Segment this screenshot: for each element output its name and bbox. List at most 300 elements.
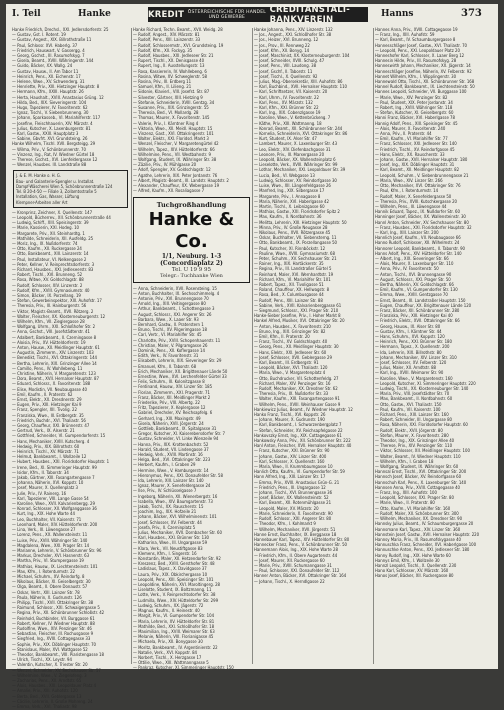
directory-entry: — Robert, Tischl., XVI. Brunneng. 52	[12, 273, 83, 279]
directory-entry: — Gisela, Näherin, XVII. Jörgerstr. 24	[133, 421, 204, 427]
directory-entry: — Paul, Student, XIX. Peter Jordanstr. 34	[375, 100, 453, 106]
directory-entry: — Erich, Mechaniker, XX. Brigittenauer Lände 50	[133, 369, 228, 375]
directory-entry: Hanl Anton, Fleischer, XVII. Hernalser Hauptstr. 40	[254, 444, 352, 450]
directory-entry: — Siegmund, Schlossr., XXI. Prager Str. 210	[254, 308, 339, 314]
directory-entry: — Walter, Elektr., XXI. Floridsd. Markt 3	[133, 137, 209, 143]
directory-entry: — Karl, Uhrm., IV. Favoritenstr. 22	[254, 95, 319, 101]
directory-entry: — Josef, Tischl., X. Quellenstr. 92	[254, 74, 318, 80]
directory-entry: — Mathias, Gastw., XXI. Floridsdorfer Spitz 2	[254, 210, 340, 216]
directory-entry: — Rudolf, Kfm., XII. Fockyg. 35	[133, 48, 193, 54]
directory-entry: — Hermann, Kfm., XXIII. Hauptstr. 26	[12, 90, 84, 96]
directory-entry: — Robert, Schneider, III. Ungargasse 80	[375, 418, 453, 424]
directory-entry: — Jos., Angest., XXI. Schloßhofer Str. 38	[254, 33, 332, 39]
directory-entry: — Sabine, Verk., XVII. Kalvarienberggasse 61	[254, 303, 342, 309]
directory-entry: — Moriz, Ing., IX. Nußdorferstr. 74	[12, 241, 78, 247]
directory-entry: Hannes Anna, Priv., XVIII. Cottagegasse 19	[375, 28, 458, 33]
directory-entry: — Josef, Ing., XIX. Döblinger Hauptstr. 31	[375, 163, 455, 169]
directory-entry: — Wenzel, Fleischer, V. Margaretengürtel 42	[133, 142, 219, 148]
directory-entry: — Franz, Tischl., XV. Goldschlagstr. 40	[254, 340, 328, 346]
directory-entry: — Josef, Schlosser, XV. Felberstr. 44	[133, 520, 202, 526]
directory-entry: — Wilhelmine, Pens., VII. Westbahnstr. 9	[133, 152, 211, 158]
directory-entry: Hannig Adolf, Pens., XIII. Speisinger Str. 45	[375, 121, 458, 127]
directory-entry: — Stefan, Gewerbeinspektor, XIII. Auhofstr. 17	[12, 299, 102, 305]
directory-entry: — Stanislaus, Maler, XVI. Wattgasse 52	[12, 647, 88, 653]
directory-entry: — Hilda, Bed., XIX. Sieveringerstr. 104	[12, 100, 87, 106]
directory-entry: — Julius, Kutscher, X. Laxenburgerstr. 81	[12, 126, 91, 132]
directory-entry: — Therese, Priv., XIV. Penzinger Str. 110	[375, 444, 453, 450]
directory-entry: — Friedrich, Kfm., II. Obere Augartenstr. 44	[254, 553, 338, 559]
directory-entry: Hannesschläger Josef, Gastw., XVI. Thaliastr. 70	[375, 43, 467, 49]
directory-entry: — Herta, Haushalt., XVIII. Anastasius Grüng. 12	[12, 95, 104, 101]
directory-entry: — Lina, Verk., III. Löwengasse 27	[12, 528, 76, 534]
directory-entry: — Emanuel, Kfm., II. Taborstr. 68	[133, 364, 197, 370]
directory-entry: — Karoline, Wwe., V. Margaretenstr. 160	[375, 376, 453, 382]
directory-entry: Hannesin Hilde, Priv., III. Rasumofskyg. 28	[375, 59, 457, 65]
directory-entry: — Theresia, Priv., III. Hainburgerstr. 56	[12, 304, 87, 310]
directory-entry: — Kornelia, Schneiderin, XVI. Ottakringer Str. 86	[254, 132, 348, 138]
directory-entry: — Anna, Priv., II. Praterstr. 44	[375, 132, 432, 138]
directory-entry: — Gisela, Beamt., XVIII. Währingerstr. 144	[12, 59, 94, 65]
directory-entry: — Josef, Pens., VIII. Laudong. 38	[254, 64, 317, 70]
directory-entry: Hannsen Anna, Priv., XVIII. Cottagegasse 40	[375, 485, 461, 491]
directory-entry: — Peter, Kellner, V. Reinprechtsdorferstr. 3	[12, 262, 95, 268]
directory-entry: — Friedrich, Buchdr., XVI. Thaliastr. 56	[12, 418, 86, 424]
directory-entry: — Emma, Wwe., XVIII. Gentzgasse 70	[375, 293, 448, 299]
directory-entry: — Paul, Installateur, VI. Nelkengasse 2	[12, 257, 87, 263]
directory-columns	[12, 28, 494, 710]
directory-entry: Hannzl Leopold, Tischl., X. Quellenstr. 230	[375, 563, 457, 569]
directory-entry: — Adolf, Spengler, XV. Goldschlagstr. 12	[133, 168, 211, 174]
directory-entry: — Helga, Bed., XVI. Ottakringer Str. 223	[133, 458, 211, 464]
directory-entry: — Maximilian, Ing., XVIII. Weimarer Str. 63	[133, 629, 215, 635]
directory-entry: — Elisabeth, Lehrerin, XIX. Sieveringer Str. 29	[133, 359, 222, 365]
directory-entry: — Johann, Tischl., X. Herndlgasse 22	[254, 579, 325, 585]
directory-entry: — Marianne, Lehrerin, V. Schönbrunner Str. 96	[12, 548, 102, 554]
advert-telephone: Tel. U 19 9 95	[171, 266, 212, 273]
directory-entry: — Margarete, Priv., XII. Steinhardtg. 1	[12, 231, 85, 237]
directory-entry: — Johanna, Näherin, XVI. Koppstr. 10	[12, 481, 84, 487]
directory-entry: — Franziska, Wwe., III. Erdbergstr. 35	[12, 413, 84, 419]
directory-entry: — Ingeborg, Näherin, XII. Wienerbergstr. 16	[133, 494, 218, 500]
header-name-left: Hanke	[78, 9, 111, 19]
banner-left-text: KREDIT	[148, 9, 185, 20]
directory-entry: — Maria, Priv., VIII. Josefstädter Str. 70	[375, 392, 450, 398]
directory-entry: — Viktor, Magistr.-Beamt., XVII. Rötzerg. 2	[12, 309, 94, 315]
page-header	[6, 4, 498, 28]
directory-entry: Hannewald Otto, Tischl., XII. Schönbrunner Str. 168	[375, 80, 475, 86]
directory-entry: — Guido, Bäcker, XX. Wallg. 24	[12, 64, 73, 70]
directory-entry: — Kreszenz, Bed., XVIII. Gersthofer Str. 48	[133, 562, 215, 568]
advert-company-name: Hanke & Co.	[148, 208, 235, 252]
directory-entry: — Gottfried, Schneider, VI. Gumpendorferstr. 15	[12, 434, 106, 440]
directory-entry: — Josefa, Priv., II. Czerninplatz 5	[133, 525, 196, 531]
directory-entry: Hanneshofer Karl, Schlosser, X. Laaer Berg 12	[375, 54, 465, 60]
directory-entry: — Ferdinand, Hausw., XIV. Linzer Str. 185	[133, 385, 213, 391]
directory-entry: — Rudolf, Maler, X. Senefeldergasse 50	[375, 194, 452, 200]
directory-entry: — Karl, Schlosser, X. Quellenstr. 160	[254, 459, 325, 465]
directory-entry: — Wilma, Priv., V. Schönbrunnerstr. 70	[12, 147, 86, 153]
directory-entry: — Paul, Kutscher, XI. Rinnböckstr. 12	[254, 246, 326, 252]
directory-entry: — Karl, Ing., XIII. Lainzer Str. 200	[375, 230, 439, 236]
directory-entry: — Theodor, Ing., XIX. Grinzinger Allee 40	[375, 439, 455, 445]
directory-entry: — Eugen, Priv., XIII. Hietzinger Kai 9	[12, 403, 82, 409]
directory-entry: — Stefan, Maurer, X. Favoritenstr. 280	[375, 433, 449, 439]
directory-entry: — Anton, Hausw., XII. Meidlinger Hauptstr. 61	[12, 345, 100, 351]
directory-entry: — Johann, Maurer, X. Gudrunstr. 190	[254, 418, 325, 424]
directory-entry: — Wilhelm, Tapez., XIV. Hütteldorferstr. 66	[133, 147, 215, 153]
directory-entry: — Hans, Elektr., XX. Rauscherstr. 33	[375, 152, 445, 158]
directory-entry: — Valentin, Kutscher, X. Triester Str. 20	[12, 663, 88, 669]
directory-entry: — Leopold, Pens., XIII. Speisinger Str. 101	[133, 577, 214, 583]
directory-entry: — Rosa, Kassiererin, IV. Wohllebeng. 6	[133, 69, 207, 75]
directory-entry: — Hans, Mechaniker, XVIII. Kutscherg. 4	[12, 439, 90, 445]
directory-entry: Hannet Wilhelm, Kfm., I. Wipplingerstr. 30	[375, 74, 457, 80]
directory-entry: — Paul, Kfm., I. Rotenturmstr. 14	[375, 189, 439, 195]
directory-entry: — Wilhelm, Mechaniker, XVII. Jörgerstr. 51	[254, 527, 336, 533]
directory-entry: — Reinhold, Buchbinder, VII. Burggasse 61	[12, 616, 95, 622]
directory-entry: — Martha, Priv., VI. Stumpergasse 19	[12, 559, 84, 565]
directory-entry: — Franz, Bäcker, XII. Schönbrunner Str. 280	[375, 308, 460, 314]
advert-line: Installation, Gas, Wasser, Lüftung	[16, 194, 80, 200]
directory-entry: — Julius, Maler, XII. Arndtstr. 88	[375, 366, 437, 372]
directory-entry: — Rosina, Witwe, XV. Schweglerstr. 58	[133, 74, 207, 80]
directory-entry: — Stefanie, Schneiderin, XVIII. Gentzg. 34	[133, 100, 215, 106]
directory-entry: — Anton, Tischl., XVI. Brunnengasse 90	[375, 272, 452, 278]
directory-entry: — Charlotte, Priv., XVIII. Schopenhauerstr. 11	[133, 338, 221, 344]
directory-entry: — Albert, Magistr.-Beamt., III. Landstr. Hauptstr. 2	[133, 178, 229, 184]
directory-entry: — Camillo, Pens., IV. Wohllebeng. 11	[12, 366, 83, 372]
column-2-entries-top	[133, 28, 250, 195]
directory-entry: — Helmut, Bankbeamt., I. Wollzeile 12	[12, 455, 87, 461]
column-2-entries-bottom	[133, 287, 250, 672]
spengler-advert-lines	[16, 173, 125, 204]
directory-entry: Hanos Josef, Bäcker, XII. Ruckergasse 80	[375, 574, 454, 580]
directory-entry: — Magdalena, Wwe., XXI. Prager Str. 14	[12, 543, 90, 549]
directory-entry: — Leo, Elektr., XIV. Diefenbachgasse 31	[254, 147, 331, 153]
directory-entry: — Pankraz, Kutscher, XI. Simmeringer Hauptstr. 150	[133, 666, 234, 672]
directory-entry: — Johann, Gastw., XVII. Hernalser Hauptstr. 180	[375, 158, 468, 164]
directory-entry: — Bernhard, Gastw., II. Praterstern 1	[133, 322, 204, 328]
directory-entry: — Friedrich, Pens., III. Ungargasse 12	[254, 485, 326, 491]
directory-entry: — Valerie, Priv., I. Kärntner Ring 4	[133, 121, 199, 127]
directory-entry: — Karl, Gastw., XXIII. Hauptplatz 3	[12, 132, 79, 138]
directory-entry: — Richard, Kfm., VI. Mariahilfer Str. 101	[254, 277, 331, 283]
directory-entry: — Rosina, Priv., III. Erdberg 11	[133, 80, 192, 86]
directory-entry: Hankovszky Ernst, Ing., XIX. Cottagegasse 61	[254, 433, 342, 439]
directory-entry: — Eugen, Chauffeur, XX. Brigittenauer Lände 120	[375, 303, 472, 309]
directory-entry: — Wenzel, Hausbes. III. Landstraße 88	[12, 163, 87, 169]
directory-entry: — Gustav, Gst. I. Rotent. 19	[12, 33, 66, 39]
directory-entry: — Mathias, Hausw., IX. Liechtensteinstr. 101	[12, 564, 98, 570]
directory-entry: Hanneswirth Johann, Mechaniker, XX. Jägerstr. 14	[375, 64, 471, 70]
directory-entry: — Konrad, Beamt., XII. Schönbrunner Str. 244	[254, 126, 343, 132]
directory-entry: — Edith, Verk., IV. Favoritenstr. 31	[133, 354, 199, 360]
directory-entry: — Richard, Hausbes., XXI. Jedleseerstr. 83	[12, 267, 94, 273]
directory-entry: — Josef, Schlosser, XVII. Geblergasse 29	[254, 355, 332, 361]
directory-entry: — Pauline, Wwe., XVIII. Gymnasiumstr. 68	[254, 251, 335, 257]
directory-entry: — Ludwig, Schlosser, XV. Reindorfgasse 30	[254, 178, 337, 184]
column-1-entries-bottom	[12, 211, 129, 710]
directory-entry: — Ladislaus, Tapez., X. Davidgasse 37	[133, 567, 207, 573]
directory-entry: — Hanna, Priv., XIX. Krottenbachstr. 52	[133, 442, 209, 448]
directory-entry: — Oskar, Buchhalter, VII. Siebensterng. 11	[254, 236, 337, 242]
directory-entry: — Aloisia, Priv., XV. Hütteldorferstr. 19	[12, 340, 86, 346]
directory-entry: — Wolfgang, Student, IX. Währinger Str. 60	[375, 465, 459, 471]
directory-entry: — Emil, Kaufm., VI. Mariahilfer Str. 77	[375, 137, 448, 143]
directory-entry: — Wenzel, Schneider, XV. Sechshauser Str. 57	[12, 668, 101, 674]
directory-entry: — Maria, Näherin, XVI. Haberlgasse 42	[254, 199, 329, 205]
directory-entry: — Jakob, Tischl., XX. Rauscherstr. 15	[133, 505, 204, 511]
directory-entry: — Lotte, Verk., V. Reinprechtsdorfer Str. 38	[133, 593, 216, 599]
directory-entry: — Karl, Kfm., XXI. Brünner Str. 22	[254, 106, 319, 112]
directory-entry: — Lorenz, Pens., XX. Wallensteinstr. 11	[12, 533, 88, 539]
directory-entry: — Emma, Priv., XVIII. Anastasius Grün-G. 21	[254, 480, 340, 486]
directory-entry: — Margit, Priv., VI. Gumpendorfer Str. 104	[133, 614, 215, 620]
bank-advert-banner	[148, 4, 368, 25]
directory-entry: — Franz, Spengler, XII. Tivolig. 22	[12, 408, 77, 414]
directory-entry: — Leopold, Schlosser, XXI. Prager Str. 80	[375, 496, 454, 502]
directory-entry: — Johann, Tischl., XVI. Brunnengasse 36	[254, 491, 333, 497]
directory-entry: — Josef, Schlosser, XV. Felberstr. 120	[375, 361, 447, 366]
directory-entry: — Dora, Beamt., XVII. Hernalser Hauptstr. 87	[12, 377, 99, 383]
directory-entry: — Friedrich, Elektr., XVII. Ottakringer Str. 66	[375, 319, 460, 325]
directory-entry: — Max, Kfm., I. Rotenturmstr. 22	[12, 569, 76, 575]
directory-entry: — Minna, Priv., IV. Große Neugasse 28	[254, 225, 328, 231]
directory-entry: — Eduard, Schlossr., X. Favoritenstr. 188	[12, 382, 91, 388]
directory-entry: Hannsch Josef, Bäcker, XV. Reindorfgasse 60	[375, 475, 462, 481]
directory-entry: Hannschuh Karl, Pens., X. Laxenburger Str. 140	[375, 480, 467, 486]
directory-entry: — Mathilde, Schneiderin, XII. Ausfeldg. 25	[12, 236, 94, 242]
directory-entry: — Karl, Tapezierer, VIII. Lange Gasse 54	[12, 496, 89, 502]
directory-entry: — Albert, Ing., XIX. Sieveringer Str. 66	[375, 256, 449, 262]
directory-entry: — Melitta, Lehrerin, XIII. Hietzinger Hauptstr. 50	[254, 220, 347, 226]
directory-entry: — Marie, Wwe., XIV. Penzinger Str. 82	[375, 95, 448, 101]
banner-small-text: ÖSTERREICHISCHE FÜR HANDEL UND GEWERBE	[187, 9, 266, 20]
directory-entry: Hannsmann Karl, Tapez., XIV. Linzer Str. 360	[375, 527, 461, 533]
directory-entry: — Rosa, Witwe, XV. Goldschlagstr. 88	[12, 278, 84, 284]
directory-entry: — Rudolf, Hausbes., XXI. Jedleseer Str. 21	[133, 54, 214, 60]
directory-entry: Hankowsky Anna, Priv., XII. Schönbrunner Str. 222	[254, 439, 351, 445]
directory-entry: — Hieronymus, Pens., XXI. Donaufelder Str. 58	[133, 473, 223, 479]
directory-entry: — Susanne, Priv., XIX. Grinzingerstr. 55	[133, 106, 209, 112]
directory-entry: — Kronprinz, Zeichner, X. Quellenstr. 147	[12, 210, 93, 216]
directory-entry: — Rudolf, Mechaniker, XX. Dresdner Str. 62	[254, 387, 338, 393]
directory-entry: Hanninger Josef, Bäcker, XX. Wallensteinstr. 30	[375, 215, 466, 221]
directory-entry: Hanner Anton, Bäcker, XVI. Ottakringer Str. 164	[254, 574, 347, 580]
directory-entry: — Heinrich, Pens., XII. Eichenstr. 17	[12, 74, 81, 80]
directory-entry: — Felix, Schuhm., III. Kolonitzgasse 8	[133, 380, 205, 386]
directory-entry: — Wolfgang, Student, IX. Währinger Str. 38	[133, 158, 217, 164]
directory-entry: — Nikolaus, Bäcker, XI. Geiselbergstr. 30	[12, 580, 91, 586]
directory-entry: — Nikolaus, Pens., XVII. Rötzergasse 45	[254, 230, 331, 236]
directory-entry: Hannes Leopold, Schneider, VII. Burggasse 100	[375, 90, 467, 96]
directory-entry: — Wilhelm, Mechaniker, XX. Dresdner Str. 90	[375, 517, 463, 523]
advert-address: 1/1, Neuburg. 1-3 (Concordiaplatz 2)	[160, 252, 223, 267]
directory-page	[6, 4, 498, 710]
directory-entry: — Rudolf, Pens., XIII. Lainzerstr. 33	[133, 38, 201, 44]
advert-line: Tel. B 20-4-50 — Filiale 3, Zollamtsstraße 5	[16, 189, 97, 195]
directory-entry: — Emil, Kfm., II. Praterstr. 20	[254, 334, 310, 340]
directory-entry: — Rudolf, Schlosser, XIV. Linzerstr. 2	[12, 283, 83, 289]
directory-entry: — Karl, Hausbes., XXI. Brünner Str. 130	[133, 536, 209, 542]
directory-entry: — Melanie, Näherin, VIII. Florianigasse 45	[133, 635, 214, 641]
directory-entry: — Isabella, Wwe., XIV. Baumgartenstr. 73	[133, 499, 213, 505]
directory-entry: — Barbara, Wwe., X. Laaer Str. 93	[133, 317, 199, 323]
directory-entry: — Ernst, Beamt., III. Landstraßer Hauptstr. 150	[375, 298, 466, 304]
directory-entry: — Theresia, Priv., IX. Nußdorfer Str. 33	[254, 392, 329, 398]
directory-entry: Hannemann Alois, Ing., XIX. Hohe Warte 28	[254, 548, 338, 554]
directory-entry: — Julius, Mag.-Obersekretär, XIII. Auhofstr. 86	[254, 80, 343, 86]
directory-entry: — Sabine, Gbvfrt. XVI. Grundsteing. 26	[12, 137, 88, 143]
directory-entry: — Zäzilie, Priv., IV. Mühlgasse 20	[133, 163, 197, 169]
directory-entry: — Berta, Bed., XVII. Geblergasse 13	[12, 694, 82, 700]
directory-entry: — Anna, Priv., IV. Favoritenstr. 50	[375, 267, 439, 273]
directory-entry: Hankel Alfred, Musiker, XVI. Ottakringer Str. 20	[254, 319, 345, 325]
directory-entry: — Rudolf, Angest., XIV. Märzstr. 81	[133, 33, 200, 39]
advert-line: Dampf-Wäscherei Wien 5, Schönbrunnerstraße 124	[16, 183, 113, 189]
directory-entry: Hannl Anton, Schneider, XV. Sechshauser Str. 80	[375, 220, 469, 226]
directory-entry: — Josef, Gschf., II. Taborstr. 11	[254, 69, 313, 75]
directory-entry: — Ignaz, Maurer, X. Senefeldergasse 24	[133, 484, 211, 490]
directory-entry: — Gottlieb, Bankbeamt., IX. Spitalgasse 31	[133, 426, 217, 432]
directory-entry: — Hermann, Tapez., X. Quellenstr. 200	[375, 345, 450, 351]
directory-entry: — Simon, Bäcker, IX. Porzellang. 19	[12, 293, 81, 299]
column-4-entries	[375, 28, 492, 580]
directory-entry: — Rupert, Tischl., XX. Denisgasse 40	[133, 59, 205, 65]
directory-entry: Hannstein Josef, Gastw., XVII. Hernalser Hauptstr. 220	[375, 532, 480, 538]
directory-entry: — Josef, Maschinist, XX. Klosterneuburgerstr. 104	[254, 54, 350, 60]
directory-entry: — Alfred, Kaufm., XII. Rosaliagasse 7	[133, 189, 205, 195]
directory-entry: — Wilhelm, Pens., III. Löwengasse 44	[375, 204, 447, 210]
directory-entry: — Karl, Schriftsetzer, VII. Kaiserstr. 20	[254, 90, 328, 96]
directory-entry: — Heinrich, Tischl., XV. Märzstr. 71	[12, 450, 79, 456]
directory-entry: — Paul, Schlossr. XVI. Haberlg. 37	[12, 43, 78, 49]
directory-entry: — Paul, Kaufm., VII. Kaiserstr. 100	[375, 407, 441, 413]
directory-entry: — Viktor, Schlosser, XII. Meidlinger Hauptstr. 100	[375, 449, 470, 455]
directory-entry: — Hermine, Wwe., V. Hamburgerstr. 14	[133, 468, 209, 474]
directory-entry: — Gertrud, Verk., IX. Alserstr. 21	[12, 429, 75, 435]
directory-entry: — Natalie, Verk., XVI. Koppstr. 84	[133, 650, 197, 656]
directory-entry: — Anna, Schneiderin, XVII. Rosensteing. 15	[133, 286, 217, 292]
directory-entry: — Karl, Pens., XV. Märzstr. 132	[254, 100, 313, 106]
directory-entry: — Lieselotte, Verk., XVIII. Währinger Str. 99	[254, 163, 338, 169]
directory-entry: — Leonore, Priv., III. Marxergasse 20	[254, 152, 325, 158]
directory-entry: — Rupert, Ing., II. Ausstellungsstr. 13	[133, 64, 205, 70]
directory-entry: — Ludwig, Schiff., XIII. Speisingerstr. 39	[12, 221, 89, 227]
directory-entry: — Vinzenz, Gast., XVI. Ottakringerstr. 101	[133, 132, 214, 138]
directory-entry: — Robert, Tapez., XII. Tivoligasse 51	[254, 282, 324, 288]
directory-entry: — Rudolf, Pens., XIII. Lainzer Str. 88	[254, 298, 323, 304]
directory-entry: — Maria, Wwe., XIV. Linzer Str. 266	[375, 178, 443, 184]
directory-entry: Hanny Rudolf, Ing., XIX. Hohe Warte 60	[375, 553, 451, 559]
directory-entry: — Georg, Pens., XII. Meidlinger Hauptstr. 30	[254, 345, 339, 351]
directory-entry: Hannsal Ernst, Tischl., XVI. Ottakringer Str. 200	[375, 470, 467, 476]
directory-entry: — Franziska, Priv., XIII. Hietzinger Kai 40	[375, 314, 453, 320]
directory-entry: — Käthe, Priv., XIII. Wattmanng. 18	[254, 121, 322, 127]
directory-entry: — Regina, Priv., III. Landstraßer Gürtel 5	[254, 267, 332, 273]
directory-entry: — Rudolf, Elektr., XVII. Jörgerstr. 80	[375, 428, 443, 434]
directory-entry: — Gabriel, Drechsler, XV. Reichsapfelg. 6	[133, 411, 213, 417]
directory-entry: — Rosa, Bed., X. Columbusgasse 44	[254, 293, 324, 299]
directory-entry: — Wilhelmine, Wwe., V. Ziegelofeng. 3	[12, 673, 87, 679]
directory-entry: Hannuschke Anton, Pens., XXI. Jedleseer Str. 180	[375, 548, 470, 554]
directory-entry: — Karl, Buchbind., XVII. Hernalser Hauptstr. 110	[254, 85, 348, 91]
advert-line: J. & E. M. Hanke o. H. G.	[16, 173, 62, 179]
directory-entry: — Reinhard, Maler, XVI. Wernhardtstr. 19	[254, 272, 334, 278]
directory-entry: — Anton, Hausbes., X. Favoritenstr. 210	[254, 324, 331, 330]
directory-entry: — Rudolf, Schlossr., XXI. Angerer Str. 80	[254, 517, 332, 523]
column-1	[12, 28, 129, 710]
directory-entry: — Johann, Mechaniker, XIV. Linzer Str. 310	[375, 355, 457, 361]
directory-entry: — Gustav, Hausw., II. Am Tabor 11	[12, 69, 79, 75]
directory-entry: — Paul, Schlosser, XXI. Donaufelder Str. 112	[254, 569, 340, 575]
directory-entry: — Friedrich, Tischl., XV. Reindorfgasse 45	[375, 147, 455, 153]
directory-entry: — Wolfgang, Uhrm., XXI. Schloßhofer Str. 2	[12, 325, 96, 331]
directory-entry: — Magnus, Kaufm., II. Heinestr. 40	[133, 609, 200, 615]
directory-entry: — Roland, Chauffeur, XX. Hellwagstr. 8	[254, 288, 330, 294]
directory-entry: — Leopold, Bücherrev., XII. Schönbrunnerstraße 44	[12, 215, 111, 221]
page-number: 373	[461, 8, 482, 19]
directory-entry: — Alois, Maurer, X. Laxenburger Str. 110	[375, 262, 454, 268]
directory-entry: — Karoline, Wwe., V. Kettenbrückeng. 7	[254, 116, 331, 122]
directory-entry: — Rainer, Ing., XIX. Hartäckerstr. 35	[254, 262, 324, 268]
directory-entry: — Kurt, Ing., XIX. Hohe Warte 44	[12, 512, 75, 518]
directory-entry: — Christine, Näherin, V. Margaretenstr. 123	[12, 372, 96, 377]
advert-line: Bau- und Galanterie-Spengler u. Installat.	[16, 178, 95, 184]
column-4	[375, 28, 492, 669]
directory-entry: — Karl, Ing., XIX. Cobenzlgasse 19	[254, 111, 321, 117]
directory-entry: Hanlich Otto, Kaufm., VI. Gumpendorfer Str. 59	[254, 470, 345, 476]
directory-entry: — Karoline, Wwe., XVII. Kalvarienbergg. 29	[12, 502, 95, 508]
directory-entry: — Robert, Kellner, IV. Wiedner Hauptstr. 88	[12, 621, 95, 627]
directory-entry: — Florian, Zimmerm., XXI. Pragerstr. 71	[133, 390, 210, 396]
directory-entry: — Maria, Wwe., II. Krummbaumgasse 10	[254, 465, 333, 471]
directory-entry: — Jos., Heizer, XVI. Brunneng. 12	[254, 38, 319, 44]
directory-entry: — Bruno, Ing., XIX. Grinzinger Str. 82	[254, 329, 326, 335]
directory-entry: — Josef, Bäcker, XX. Wallensteinstr. 52	[254, 496, 329, 502]
directory-entry: — Fritz, Tapezierer, X. Keplergasse 12	[133, 406, 206, 412]
directory-entry: — Marie, Schneiderin, X. Favoritenstr. 90	[254, 511, 333, 517]
directory-entry: — Rosa, Näherin, XXI. Floridsdorfer Hauptstr. 60	[375, 423, 468, 429]
directory-entry: — Samuel, Kfm., II. Lilieng. 21	[133, 85, 192, 91]
column-1-entries-top	[12, 28, 129, 168]
directory-entry: — Georg, Chauffeur, XXI. Brünnerstr. 47	[12, 424, 90, 430]
directory-entry: — Konrad, Schlosser, XII. Wolfganggasse 36	[12, 507, 97, 513]
directory-entry: — Franz, Hausbes., XXI. Floridsdorfer Hauptstr. 32	[375, 225, 472, 231]
directory-entry: Hannuschka Franz, Schneider, XVI. Haberlgasse 100	[375, 543, 477, 549]
directory-entry: — Sebastian, Fleischer, III. Rochusgasse 9	[12, 632, 94, 638]
directory-entry: — Josefine, Fleischhauerin, XIV. Märzstr. 4	[12, 121, 93, 127]
directory-entry: — Ida, Lehrerin, XIX. Billrothstr. 80	[375, 350, 442, 356]
directory-entry: — Stefan, Kutscher, XI. Geiselbergstr. 60	[375, 111, 454, 117]
directory-entry: — Marie, Kassierin, XXI. Hodeg. 10	[12, 226, 79, 232]
directory-entry: — Max, Kaufm., II. Nordbahnstr. 36	[254, 215, 322, 221]
directory-entry: — Leopold, Bäcker, XVI. Thaliastr. 120	[254, 366, 328, 372]
directory-entry: — Thomas, Maurer, X. Favoritenstr. 145	[133, 116, 210, 122]
directory-entry: — Max, Bankbeamt., II. Nordbahnstr. 60	[375, 397, 453, 403]
directory-entry: — Gerhard, Ing., XIII. Maxingstr. 49	[133, 416, 201, 422]
directory-entry: — Georg, Gschst., III. Rasumofskyg. 7	[12, 54, 85, 60]
directory-entry: — Benedikt, Tischl., XVI. Ottakringerstr. 144	[12, 356, 97, 362]
directory-entry: — Wilhelm, Kfm., VII. Zieglergasse 28	[12, 319, 85, 325]
directory-entry: — Helene, Wwe., XV. Schwenderg. 31	[12, 80, 85, 86]
directory-entry: — Anton, Buchhalter, IX. Sechsschimmelg. 4	[133, 291, 220, 297]
directory-entry: — Theresia, Priv., XVIII. Kutschkergasse 20	[375, 199, 458, 205]
directory-entry: — Emil, Kaufm., II. Praterstr. 62	[12, 392, 73, 398]
directory-entry: Hanno Rudolf, Schlosser, XII. Wilhelmstr. 24	[375, 241, 460, 247]
directory-entry: — Jos., Prov., III. Rennweg 22	[254, 43, 310, 49]
directory-entry: — Sophie, Priv., XIX. Döblinger Hauptstr. 70	[12, 642, 97, 648]
